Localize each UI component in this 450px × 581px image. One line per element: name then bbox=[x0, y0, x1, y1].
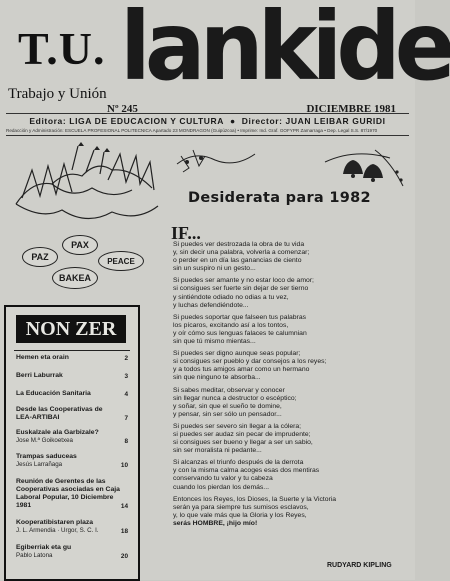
poem-line: y con la misma calma acoges esas dos mentiras bbox=[173, 467, 320, 475]
lankide-logo: lankide bbox=[120, 0, 450, 102]
issue-number: Nº 245 bbox=[107, 103, 138, 115]
toc-item[interactable] bbox=[16, 354, 128, 362]
toc-title: Euskalzale ala Garbizale? bbox=[16, 429, 99, 436]
paz-bubble: PAZ bbox=[22, 247, 58, 267]
stanza bbox=[173, 314, 407, 346]
toc-page: 14 bbox=[120, 503, 128, 510]
poem-line: cuando los pierdan los demás... bbox=[173, 483, 269, 491]
poem-line: si consigues ser bueno y llegar a ser un sabio, bbox=[173, 439, 313, 447]
issue-date: DICIEMBRE 1981 bbox=[306, 103, 396, 115]
poem-line: sin que tú mismo mientas... bbox=[173, 338, 256, 346]
toc-author: Pablo Latona bbox=[16, 552, 53, 559]
poem-line: y luchas defendiéndote... bbox=[173, 301, 249, 309]
toc-author: Jesús Larrañaga bbox=[16, 461, 63, 468]
divider bbox=[6, 113, 409, 114]
stanza bbox=[173, 459, 407, 491]
toc-title: Berri Laburrak bbox=[16, 372, 63, 379]
divider bbox=[14, 350, 130, 351]
poem-line: si puedes ser audaz sin pecar de imprudente; bbox=[173, 430, 311, 438]
toc-author: J. L. Armendia · Urgor, S. C. I. bbox=[16, 527, 99, 534]
editorial-line bbox=[6, 116, 409, 126]
poem-line: Entonces los Reyes, los Dioses, la Suerte y la Victoria bbox=[173, 495, 337, 503]
editora-text: Editora: LIGA DE EDUCACION Y CULTURA bbox=[29, 116, 225, 126]
poem-line: o perder en un día las ganancias de ciento bbox=[173, 257, 302, 265]
divider bbox=[6, 135, 409, 136]
toc-title: Trampas saduceas bbox=[16, 453, 77, 460]
peace-illustration bbox=[12, 140, 164, 290]
poem-line: los pícaros, excitando así a los tontos, bbox=[173, 321, 289, 329]
toc-title: Hemen eta orain bbox=[16, 354, 69, 361]
table-of-contents bbox=[4, 305, 140, 581]
poem-line: sin un suspiro ni un gesto... bbox=[173, 265, 256, 273]
stanza bbox=[173, 350, 407, 382]
peace-bubble: PEACE bbox=[98, 251, 144, 271]
poem-line: y, lo que vale más que la Gloria y los Reyes, bbox=[173, 511, 307, 519]
pax-bubble: PAX bbox=[62, 235, 98, 255]
toc-item[interactable] bbox=[16, 406, 128, 422]
author-name: RUDYARD KIPLING bbox=[327, 562, 392, 569]
toc-page: 3 bbox=[124, 373, 128, 380]
poem-line: Si puedes ser digno aunque seas popular; bbox=[173, 350, 301, 358]
poem-body bbox=[173, 241, 407, 532]
toc-title: Desde las Cooperativas de LEA-ARTIBAI bbox=[16, 406, 103, 421]
hands-and-ribbons-icon bbox=[12, 140, 164, 290]
director-text: Director: JUAN LEIBAR GURIDI bbox=[241, 116, 386, 126]
toc-page: 7 bbox=[124, 415, 128, 422]
toc-title: Reunión de Gerentes de las Cooperativas asociadas en Caja Laboral Popular, 10 Diciembre 1981 bbox=[16, 478, 120, 509]
stanza bbox=[173, 423, 407, 455]
poem-line: y soñar, sin que el sueño te domine, bbox=[173, 402, 282, 410]
toc-page: 18 bbox=[120, 528, 128, 535]
poem-line: Si puedes ser severo sin llegar a la cólera; bbox=[173, 422, 302, 430]
toc-item[interactable] bbox=[16, 429, 128, 445]
toc-title: Kooperatibistaren plaza bbox=[16, 519, 94, 526]
toc-title: La Educación Sanitaria bbox=[16, 390, 91, 397]
toc-title: Egiberriak eta gu bbox=[16, 544, 72, 551]
poem-line: y sintiéndote odiado no odias a tu vez, bbox=[173, 293, 289, 301]
toc-page: 20 bbox=[120, 553, 128, 560]
poem-line: si consigues ser pueblo y dar consejos a los reyes; bbox=[173, 358, 327, 366]
poem-title: IF... bbox=[171, 223, 201, 243]
tu-logo: T.U. bbox=[18, 23, 106, 74]
poem-closing-line: serás HOMBRE, ¡hijo mío! bbox=[173, 519, 258, 527]
poem-line: y a todos tus amigos amar como un hermano bbox=[173, 366, 310, 374]
poem-line: Si puedes ver destrozada la obra de tu vida bbox=[173, 241, 305, 248]
toc-page: 8 bbox=[124, 438, 128, 445]
poem-line: si consigues ser fuerte sin dejar de ser tierno bbox=[173, 285, 309, 293]
bakea-bubble: BAKEA bbox=[52, 267, 98, 289]
poem-line: conservando tu valor y tu cabeza bbox=[173, 475, 273, 483]
stanza bbox=[173, 277, 407, 309]
toc-item[interactable] bbox=[16, 478, 128, 510]
toc-page: 4 bbox=[124, 391, 128, 398]
poem-line: y oír cómo sus lenguas falaces te calumnian bbox=[173, 329, 307, 337]
poem-line: y, sin decir una palabra, volverla a comenzar; bbox=[173, 249, 310, 257]
toc-item[interactable] bbox=[16, 372, 128, 380]
stanza bbox=[173, 387, 407, 419]
toc-item[interactable] bbox=[16, 453, 128, 469]
poem-line: Si puedes ser amante y no estar loco de amor; bbox=[173, 277, 314, 285]
article-headline: Desiderata para 1982 bbox=[188, 190, 371, 206]
poem-line: sin que ninguno te absorba... bbox=[173, 374, 261, 382]
poem-line: Si sabes meditar, observar y conocer bbox=[173, 386, 285, 394]
imprint-line: Redacción y Administración: ESCUELA PROFESIONAL POLITECNICA Apartado 23 MONDRAGON (Guipúzcoa) • Imprime: Ind. Graf. GOFYPR Zamarraga • Dep. Legal S.S. 87/1970 bbox=[6, 128, 378, 133]
bullet-icon: ● bbox=[230, 116, 236, 126]
toc-item[interactable] bbox=[16, 544, 128, 560]
poem-line: Si alcanzas el triunfo después de la derrota bbox=[173, 459, 304, 467]
toc-page: 10 bbox=[120, 462, 128, 469]
toc-page: 2 bbox=[124, 355, 128, 362]
stanza bbox=[173, 496, 407, 528]
toc-item[interactable] bbox=[16, 519, 128, 535]
poem-line: Si puedes soportar que falseen tus palabras bbox=[173, 313, 307, 321]
stanza bbox=[173, 241, 407, 273]
poem-line: serán ya para siempre tus sumisos esclavos, bbox=[173, 503, 309, 511]
poem-line: sin llegar nunca a destructor o escéptico; bbox=[173, 394, 297, 402]
poem-line: y pensar, sin ser sólo un pensador... bbox=[173, 410, 282, 418]
poem-line: sin ser moralista ni pedante... bbox=[173, 447, 262, 455]
toc-item[interactable] bbox=[16, 390, 128, 398]
toc-author: Jose M.ª Goikoetxea bbox=[16, 437, 73, 444]
subtitle: Trabajo y Unión bbox=[8, 86, 107, 102]
toc-heading: NON ZER bbox=[16, 315, 126, 343]
